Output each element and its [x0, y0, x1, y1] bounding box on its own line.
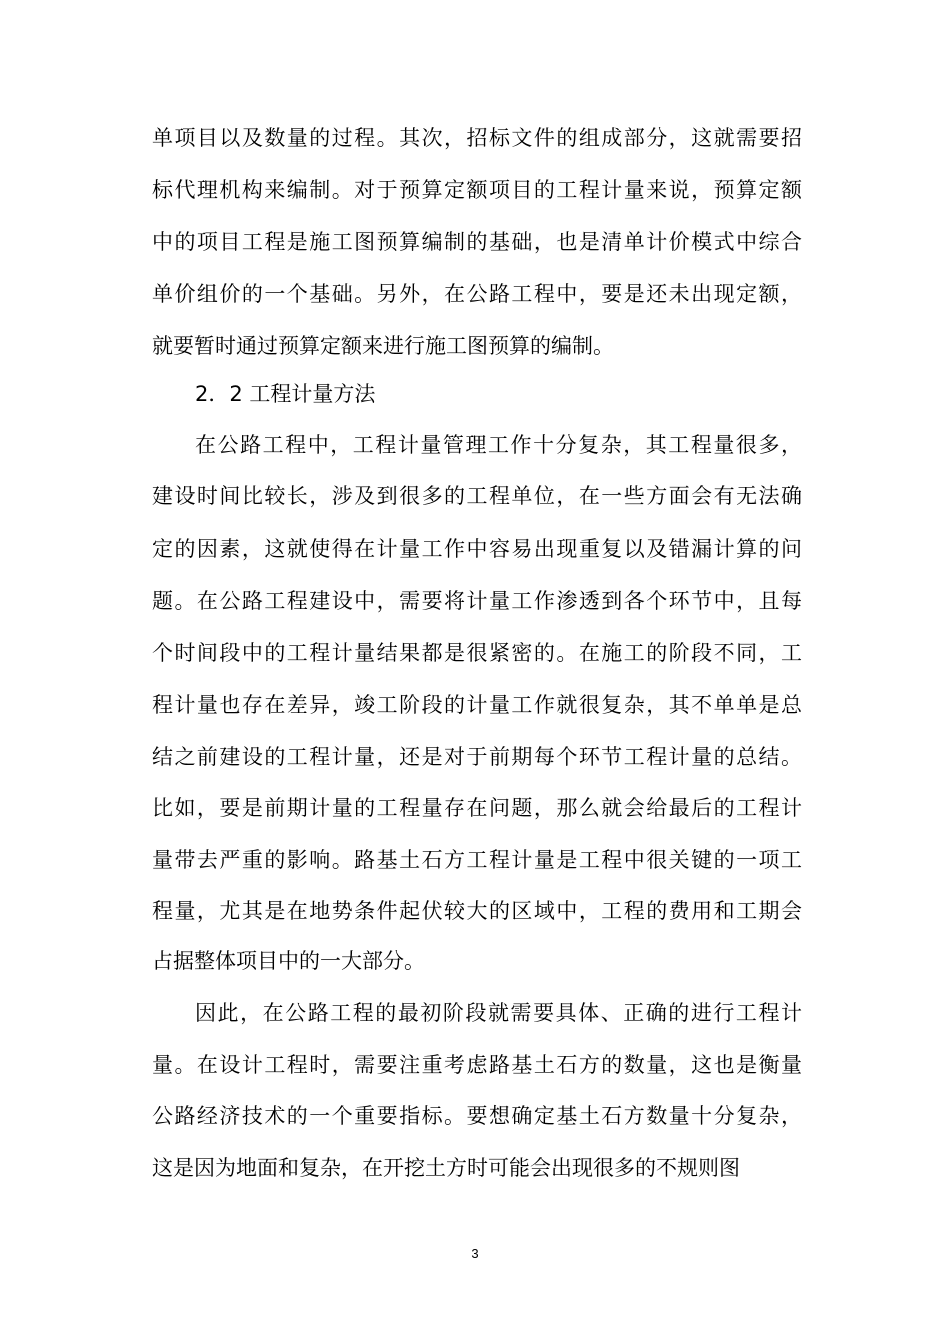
- text-line: 单价组价的一个基础。另外，在公路工程中，要是还未出现定额，: [152, 282, 802, 306]
- text-line: 题。在公路工程建设中，需要将计量工作渗透到各个环节中，且每: [152, 589, 802, 613]
- text-line: 在公路工程中，工程计量管理工作十分复杂，其工程量很多，: [195, 433, 802, 457]
- text-line: 量。在设计工程时，需要注重考虑路基土石方的数量，这也是衡量: [152, 1053, 802, 1077]
- text-line: 中的项目工程是施工图预算编制的基础，也是清单计价模式中综合: [152, 230, 802, 254]
- text-line: 比如，要是前期计量的工程量存在问题，那么就会给最后的工程计: [152, 796, 802, 820]
- text-line: 因此，在公路工程的最初阶段就需要具体、正确的进行工程计: [195, 1001, 802, 1025]
- text-line: 建设时间比较长，涉及到很多的工程单位，在一些方面会有无法确: [152, 484, 802, 508]
- text-line: 就要暂时通过预算定额来进行施工图预算的编制。: [152, 334, 614, 358]
- text-line: 这是因为地面和复杂，在开挖土方时可能会出现很多的不规则图: [152, 1156, 740, 1180]
- text-line: 结之前建设的工程计量，还是对于前期每个环节工程计量的总结。: [152, 745, 802, 769]
- text-line: 公路经济技术的一个重要指标。要想确定基土石方数量十分复杂，: [152, 1104, 802, 1128]
- text-line: 个时间段中的工程计量结果都是很紧密的。在施工的阶段不同，工: [152, 641, 802, 665]
- section-heading: 2．2 工程计量方法: [195, 382, 376, 406]
- text-line: 程计量也存在差异，竣工阶段的计量工作就很复杂，其不单单是总: [152, 693, 802, 717]
- text-line: 标代理机构来编制。对于预算定额项目的工程计量来说，预算定额: [152, 178, 802, 202]
- text-line: 定的因素，这就使得在计量工作中容易出现重复以及错漏计算的问: [152, 537, 802, 561]
- text-line: 单项目以及数量的过程。其次，招标文件的组成部分，这就需要招: [152, 126, 802, 150]
- text-line: 量带去严重的影响。路基土石方工程计量是工程中很关键的一项工: [152, 848, 802, 872]
- text-line: 程量，尤其是在地势条件起伏较大的区域中，工程的费用和工期会: [152, 899, 802, 923]
- text-line: 占据整体项目中的一大部分。: [152, 949, 425, 973]
- page-number: 3: [471, 1246, 479, 1261]
